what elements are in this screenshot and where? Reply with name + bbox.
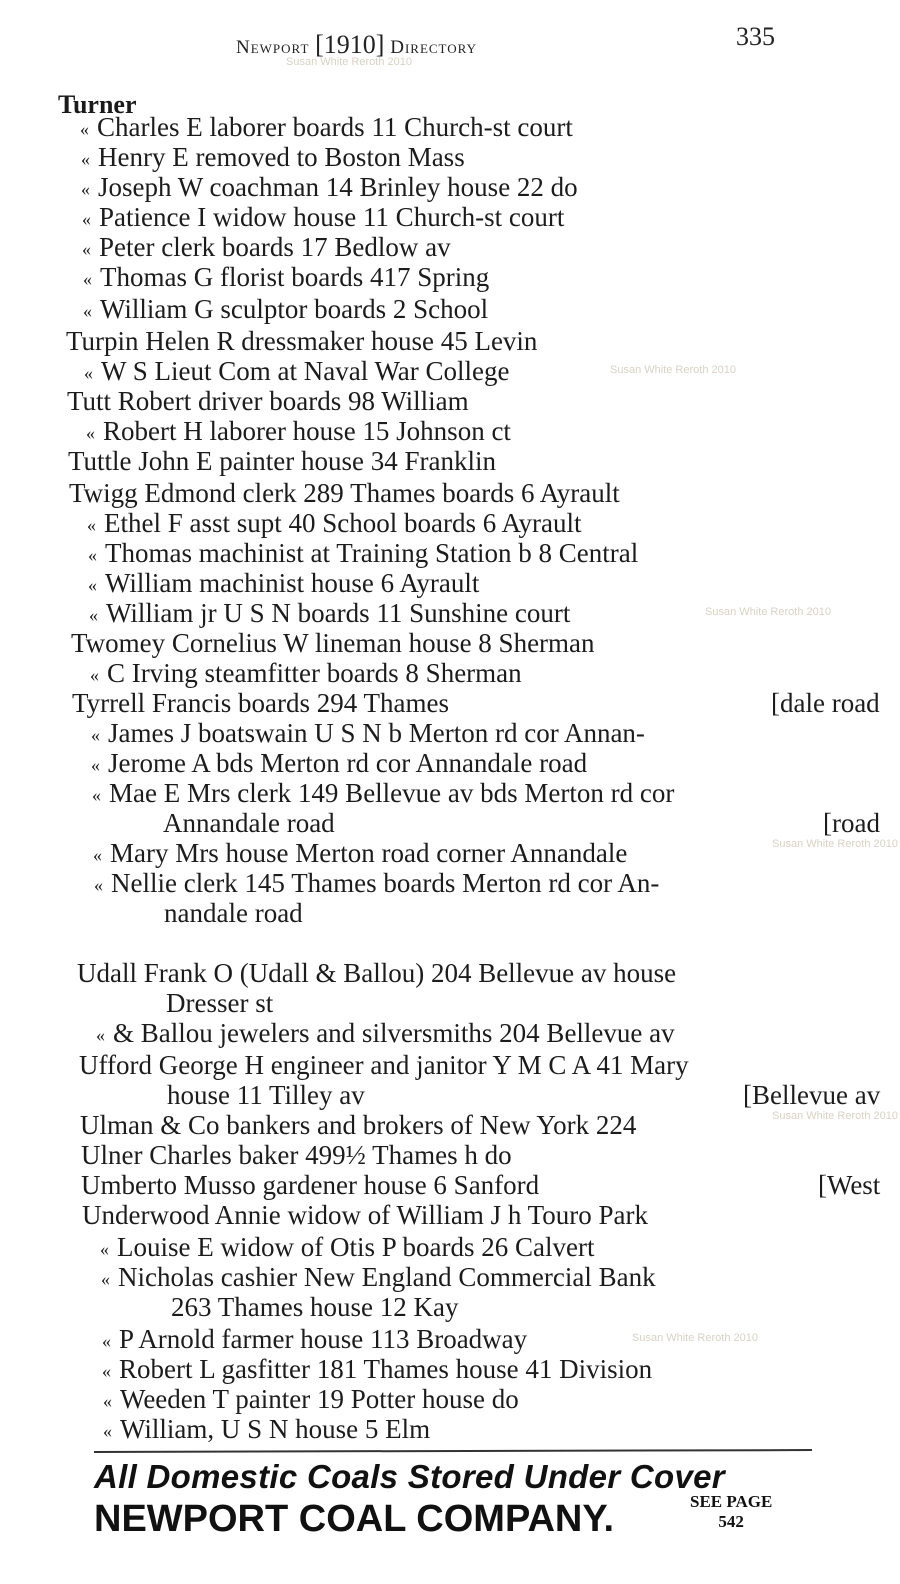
directory-entry	[68, 446, 496, 476]
entry-text: Patience I widow house 11 Church-st court	[99, 202, 565, 232]
directory-entry	[82, 232, 451, 264]
ditto-mark: «	[82, 209, 91, 229]
running-head-year: [1910]	[315, 30, 385, 59]
watermark: Susan White Reroth 2010	[772, 838, 898, 850]
ditto-mark: «	[102, 1331, 111, 1351]
ditto-mark: «	[103, 1391, 112, 1411]
directory-entry	[94, 868, 659, 900]
ditto-mark: «	[83, 301, 92, 321]
entry-text: Annandale road	[163, 808, 335, 838]
divider-rule	[94, 1449, 812, 1453]
entry-text: William G sculptor boards 2 School	[100, 294, 489, 324]
directory-entry	[100, 1232, 594, 1264]
ditto-mark: «	[93, 845, 102, 865]
directory-entry	[102, 1324, 527, 1356]
ditto-mark: «	[91, 725, 100, 745]
ditto-mark: «	[81, 149, 90, 169]
directory-entry	[163, 808, 335, 838]
entry-text: Henry E removed to Boston Mass	[98, 142, 465, 172]
entry-text: James J boatswain U S N b Merton rd cor Annan-	[108, 718, 645, 748]
ditto-mark: «	[101, 1269, 110, 1289]
running-head-right: Directory	[390, 37, 477, 58]
entry-bracket-continuation: [road	[823, 808, 880, 838]
directory-entry	[81, 142, 465, 174]
page-number: 335	[736, 22, 775, 51]
entry-text: C Irving steamfitter boards 8 Sherman	[107, 658, 522, 688]
entry-text: Udall Frank O (Udall & Ballou) 204 Bellevue av house	[77, 958, 677, 988]
ad-company-name: NEWPORT COAL COMPANY.	[94, 1498, 615, 1540]
directory-entry	[69, 478, 620, 508]
ditto-mark: «	[83, 269, 92, 289]
directory-entry	[83, 294, 488, 326]
ditto-mark: «	[89, 605, 98, 625]
directory-entry	[81, 1170, 539, 1200]
ditto-mark: «	[82, 239, 91, 259]
directory-entry	[82, 1200, 648, 1230]
directory-entry	[84, 356, 510, 388]
entry-text: house 11 Tilley av	[167, 1080, 365, 1110]
directory-entry	[103, 1384, 519, 1416]
ditto-mark: «	[84, 363, 93, 383]
directory-entry	[87, 508, 582, 540]
watermark: Susan White Reroth 2010	[705, 606, 831, 618]
ad-tagline: All Domestic Coals Stored Under Cover	[94, 1458, 725, 1495]
entry-text: Twomey Cornelius W lineman house 8 Sherman	[71, 628, 595, 658]
section-heading: Turner	[58, 90, 137, 119]
ditto-mark: «	[88, 575, 97, 595]
entry-text: Ulman & Co bankers and brokers of New York 224	[80, 1110, 637, 1140]
entry-text: William, U S N house 5 Elm	[120, 1414, 431, 1444]
ditto-mark: «	[90, 665, 99, 685]
entry-text: & Ballou jewelers and silversmiths 204 Bellevue av	[113, 1018, 675, 1048]
ditto-mark: «	[92, 785, 101, 805]
ditto-mark: «	[86, 423, 95, 443]
directory-entry	[171, 1292, 458, 1322]
directory-entry	[89, 598, 570, 630]
entry-text: Underwood Annie widow of William J h Touro Park	[82, 1200, 648, 1230]
directory-entry	[103, 1414, 430, 1446]
ditto-mark: «	[103, 1421, 112, 1441]
entry-text: Robert H laborer house 15 Johnson ct	[103, 416, 511, 446]
entry-text: Twigg Edmond clerk 289 Thames boards 6 Ayrault	[69, 478, 620, 508]
entry-text: Ulner Charles baker 499½ Thames h do	[81, 1140, 512, 1170]
entry-text: Thomas G florist boards 417 Spring	[100, 262, 490, 292]
directory-entry	[67, 386, 469, 416]
entry-text: Charles E laborer boards 11 Church-st court	[97, 112, 573, 142]
entry-text: Tyrrell Francis boards 294 Thames	[72, 688, 450, 718]
ditto-mark: «	[100, 1239, 109, 1259]
directory-entry	[96, 1018, 675, 1050]
entry-text: Weeden T painter 19 Potter house do	[120, 1384, 519, 1414]
watermark: Susan White Reroth 2010	[632, 1332, 758, 1344]
ad-see-page-label: SEE PAGE	[690, 1492, 773, 1511]
directory-entry	[81, 172, 578, 204]
entry-text: Joseph W coachman 14 Brinley house 22 do	[98, 172, 578, 202]
directory-entry	[79, 1050, 689, 1080]
directory-entry	[167, 1080, 365, 1110]
entry-text: Ufford George H engineer and janitor Y M C A 41 Mary	[79, 1050, 689, 1080]
watermark: Susan White Reroth 2010	[286, 56, 412, 68]
directory-entry	[82, 202, 564, 234]
directory-entry	[83, 262, 489, 294]
ditto-mark: «	[94, 875, 103, 895]
directory-entry	[164, 898, 303, 928]
ditto-mark: «	[80, 119, 89, 139]
entry-bracket-continuation: [West	[818, 1170, 881, 1200]
entry-text: nandale road	[164, 898, 303, 928]
directory-entry	[92, 778, 674, 810]
directory-entry	[86, 416, 511, 448]
ditto-mark: «	[91, 755, 100, 775]
entry-text: Mae E Mrs clerk 149 Bellevue av bds Merton rd cor	[109, 778, 675, 808]
entry-text: Dresser st	[166, 988, 274, 1018]
ditto-mark: «	[96, 1025, 105, 1045]
ditto-mark: «	[102, 1361, 111, 1381]
entry-text: Thomas machinist at Training Station b 8 Central	[105, 538, 639, 568]
directory-entry	[80, 112, 573, 144]
entry-text: W S Lieut Com at Naval War College	[101, 356, 510, 386]
entry-text: Nellie clerk 145 Thames boards Merton rd cor An-	[111, 868, 660, 898]
entry-text: Mary Mrs house Merton road corner Annandale	[110, 838, 628, 868]
entry-bracket-continuation: [Bellevue av	[743, 1080, 881, 1110]
entry-text: Louise E widow of Otis P boards 26 Calvert	[117, 1232, 595, 1262]
entry-text: William jr U S N boards 11 Sunshine court	[106, 598, 571, 628]
directory-entry	[88, 538, 638, 570]
entry-text: Peter clerk boards 17 Bedlow av	[99, 232, 451, 262]
directory-entry	[166, 988, 273, 1018]
entry-text: 263 Thames house 12 Kay	[171, 1292, 459, 1322]
directory-entry	[88, 568, 479, 600]
directory-entry	[77, 958, 676, 988]
directory-entry	[72, 688, 449, 718]
watermark: Susan White Reroth 2010	[772, 1110, 898, 1122]
entry-text: Tutt Robert driver boards 98 William	[67, 386, 469, 416]
entry-bracket-continuation: [dale road	[771, 688, 880, 718]
entry-text: Jerome A bds Merton rd cor Annandale road	[108, 748, 588, 778]
entry-text: Turpin Helen R dressmaker house 45 Levin	[66, 326, 538, 356]
ditto-mark: «	[81, 179, 90, 199]
directory-entry	[66, 326, 537, 356]
directory-entry	[81, 1140, 512, 1170]
entry-text: William machinist house 6 Ayrault	[105, 568, 480, 598]
directory-entry	[102, 1354, 652, 1386]
entry-text: Nicholas cashier New England Commercial Bank	[118, 1262, 656, 1292]
directory-entry	[71, 628, 595, 658]
entry-text: P Arnold farmer house 113 Broadway	[119, 1324, 528, 1354]
directory-entry	[93, 838, 627, 870]
entry-text: Ethel F asst supt 40 School boards 6 Ayrault	[104, 508, 582, 538]
directory-entry	[90, 658, 522, 690]
ad-see-page	[690, 1492, 772, 1532]
running-head-left: Newport	[236, 37, 310, 58]
entry-text: Tuttle John E painter house 34 Franklin	[68, 446, 496, 476]
entry-text: Umberto Musso gardener house 6 Sanford	[81, 1170, 540, 1200]
watermark: Susan White Reroth 2010	[610, 364, 736, 376]
directory-entry	[101, 1262, 656, 1294]
directory-entry	[91, 748, 587, 780]
entry-text: Robert L gasfitter 181 Thames house 41 Division	[119, 1354, 653, 1384]
ditto-mark: «	[88, 545, 97, 565]
ad-see-page-number: 542	[718, 1512, 744, 1531]
directory-entry	[80, 1110, 636, 1140]
directory-entry	[91, 718, 645, 750]
ditto-mark: «	[87, 515, 96, 535]
